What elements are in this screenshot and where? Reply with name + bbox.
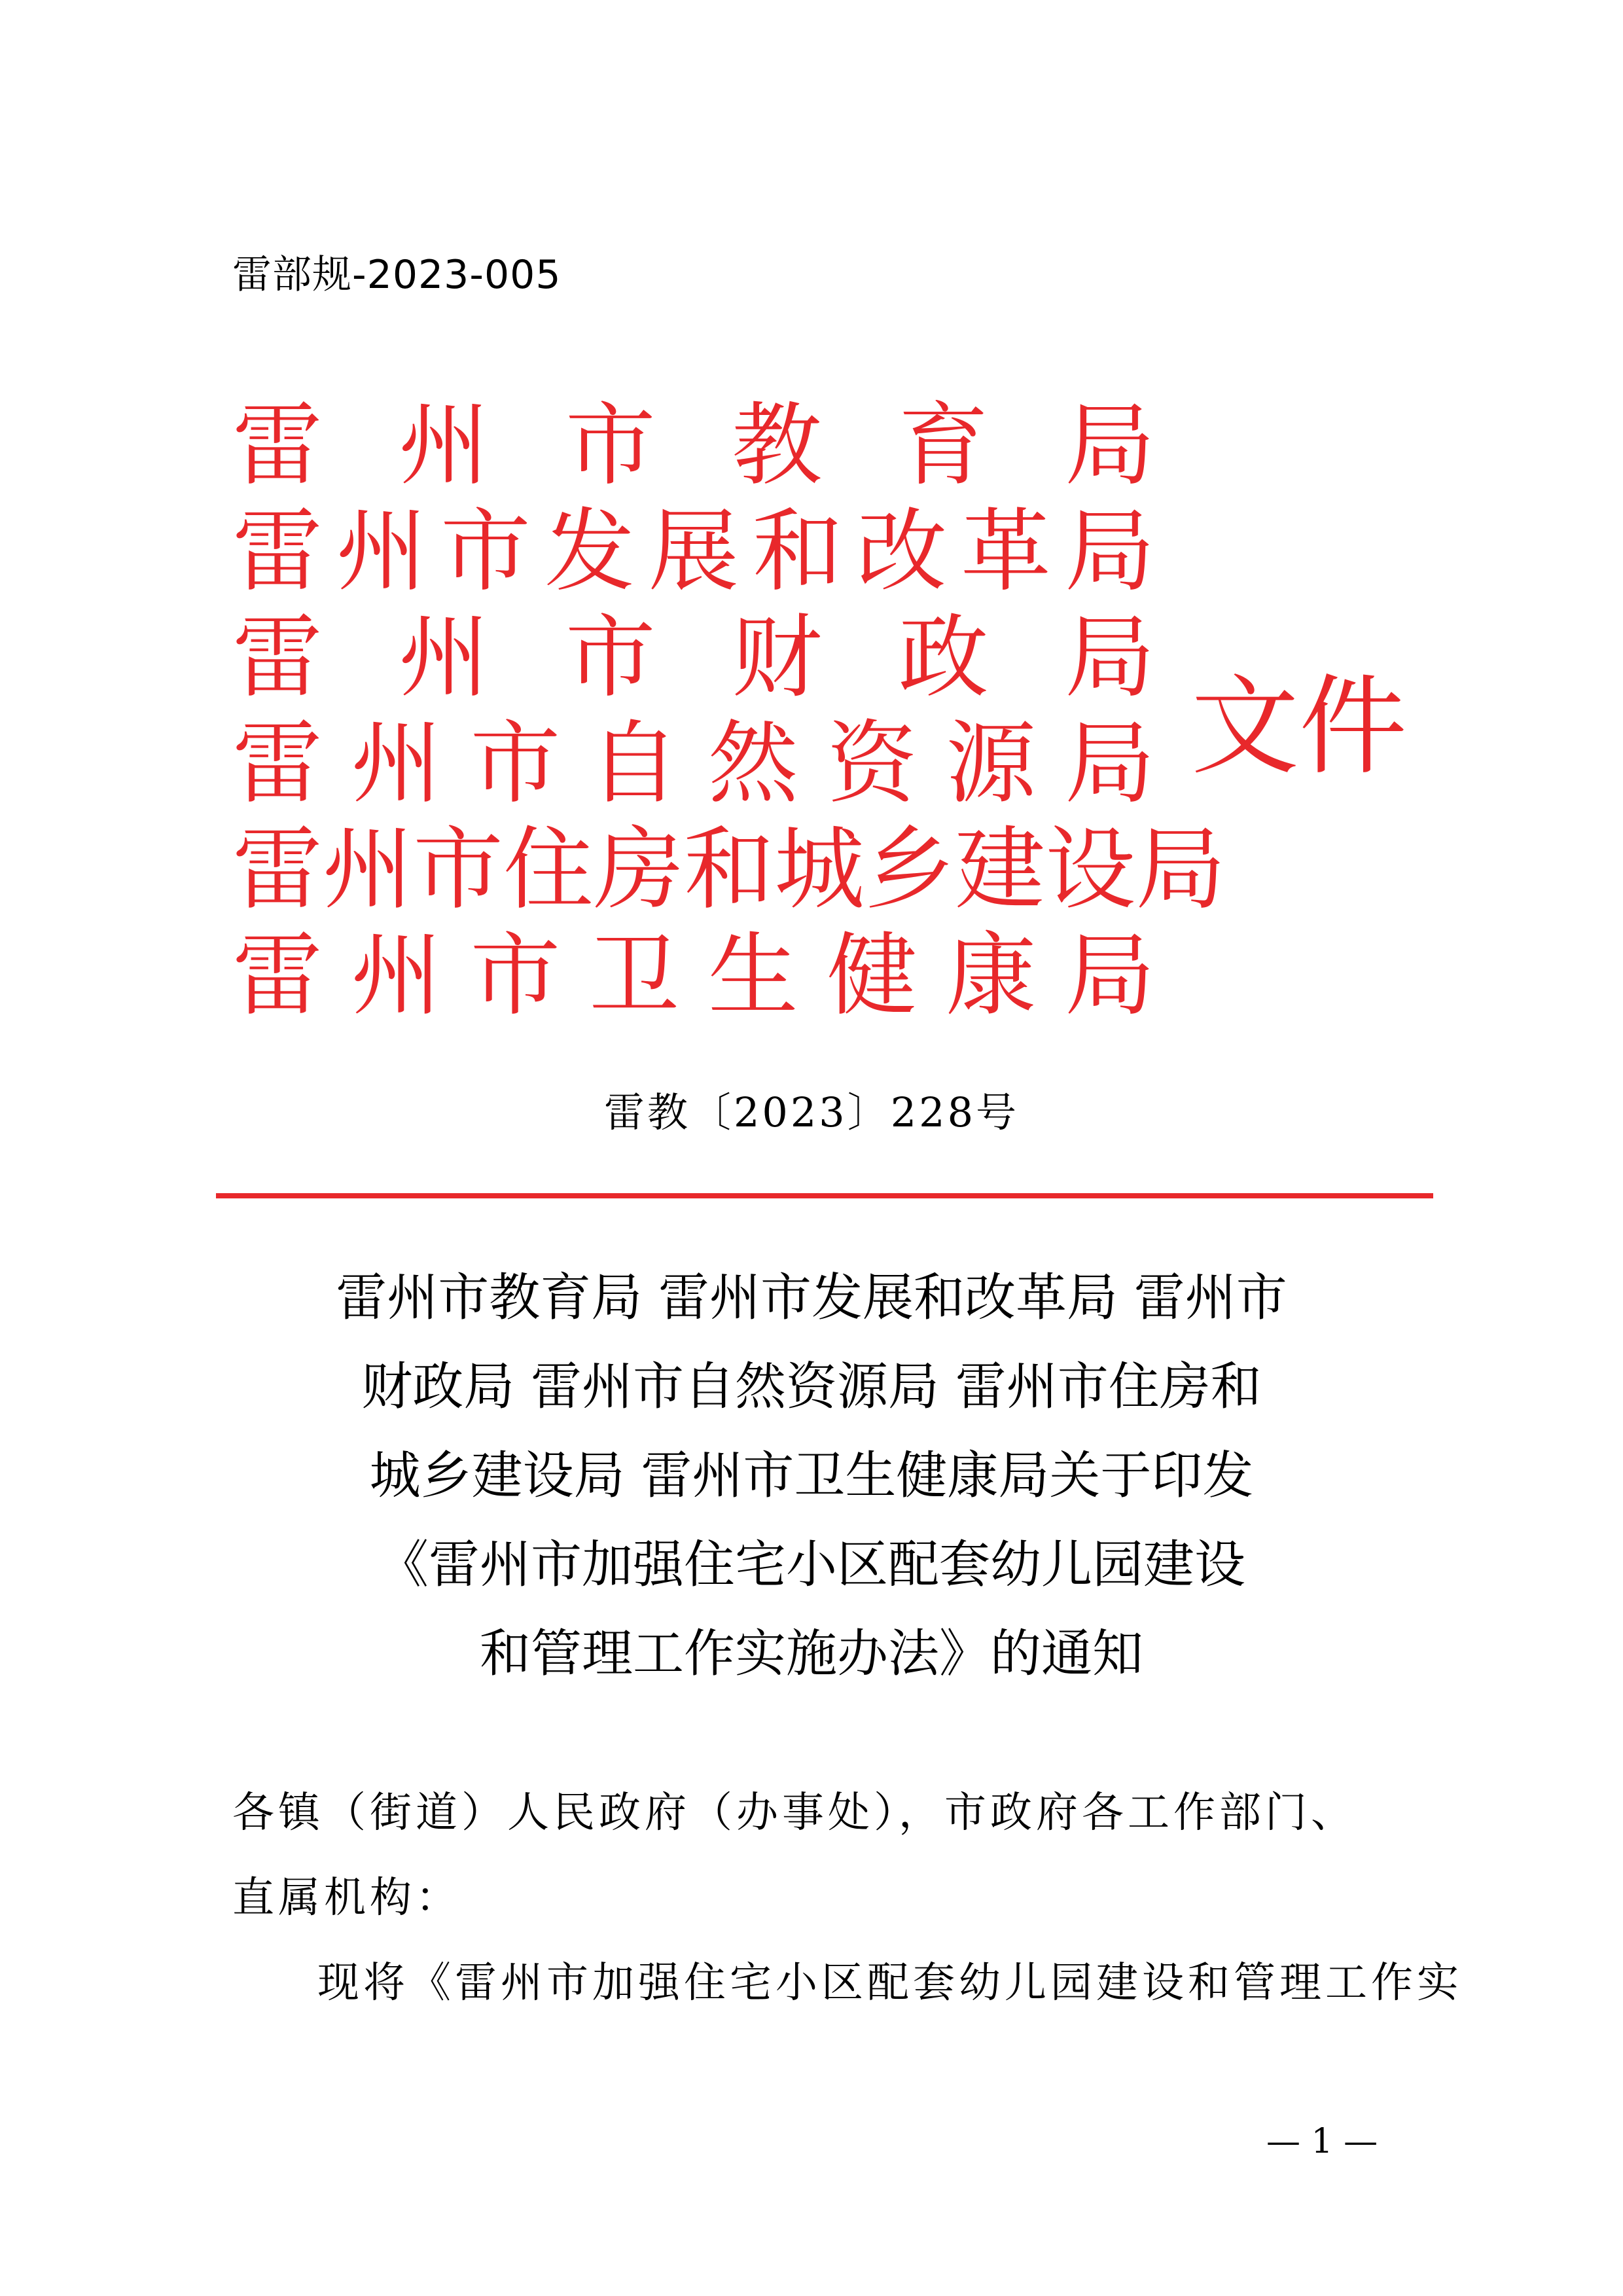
title-line: 财政局 雷州市自然资源局 雷州市住房和 xyxy=(361,1357,1262,1416)
issuer-char: 革 xyxy=(960,499,1051,604)
issuer-char: 自 xyxy=(589,711,680,816)
issuer-char: 局 xyxy=(1064,923,1155,1028)
addressee: 各镇（街道）人民政府（办事处），市政府各工作部门、直属机构： xyxy=(232,1789,1357,1922)
issuer-char: 和 xyxy=(752,499,843,604)
issuer-char: 财 xyxy=(732,605,823,710)
issuer-row-natural-resources xyxy=(232,711,1155,817)
issuer-char: 乡 xyxy=(865,817,955,922)
issuer-char: 城 xyxy=(774,817,865,922)
issuer-char: 然 xyxy=(707,711,798,816)
issuer-char: 雷 xyxy=(232,711,323,816)
issuer-row-development-reform xyxy=(232,499,1155,605)
title-line: 和管理工作实施办法》的通知 xyxy=(479,1624,1143,1683)
issuer-char: 住 xyxy=(503,817,594,922)
issuer-char: 发 xyxy=(544,499,635,604)
document-number: 雷教〔2023〕228号 xyxy=(603,1088,1020,1136)
issuer-char: 生 xyxy=(707,923,798,1028)
issuer-char: 局 xyxy=(1064,393,1155,498)
issuer-row-health xyxy=(232,923,1155,1029)
red-separator-line xyxy=(216,1193,1433,1198)
issuer-char: 设 xyxy=(1045,817,1136,922)
issuer-char: 健 xyxy=(827,923,918,1028)
issuer-char: 州 xyxy=(399,393,490,498)
issuer-char: 市 xyxy=(565,605,656,710)
page-number: — 1 — xyxy=(1266,2122,1378,2161)
issuer-row-education xyxy=(232,393,1155,499)
issuer-char: 雷 xyxy=(232,817,323,922)
issuer-char: 雷 xyxy=(232,499,323,604)
file-label: 文件 xyxy=(1191,664,1407,789)
issuer-char: 市 xyxy=(470,923,561,1028)
issuer-char: 教 xyxy=(732,393,823,498)
issuer-char: 局 xyxy=(1064,499,1155,604)
issuer-char: 局 xyxy=(1135,817,1226,922)
issuer-char: 展 xyxy=(648,499,739,604)
issuing-authorities xyxy=(232,393,1226,1029)
issuer-char: 州 xyxy=(399,605,490,710)
issuer-char: 市 xyxy=(470,711,561,816)
issuer-char: 康 xyxy=(946,923,1037,1028)
issuer-char: 雷 xyxy=(232,923,323,1028)
issuer-char: 卫 xyxy=(589,923,680,1028)
issuer-char: 州 xyxy=(351,711,442,816)
issuer-char: 政 xyxy=(898,605,989,710)
title-line: 城乡建设局 雷州市卫生健康局关于印发 xyxy=(369,1446,1254,1505)
issuer-char: 源 xyxy=(946,711,1037,816)
title-line: 雷州市教育局 雷州市发展和改革局 雷州市 xyxy=(336,1268,1287,1327)
issuer-char: 和 xyxy=(684,817,775,922)
body-paragraph: 现将《雷州市加强住宅小区配套幼儿园建设和管理工作实 xyxy=(317,1959,1463,2007)
issuer-char: 局 xyxy=(1064,711,1155,816)
issuer-row-finance xyxy=(232,605,1155,711)
document-title xyxy=(0,1253,1623,1698)
issuer-row-housing-construction xyxy=(232,817,1226,923)
issuer-char: 雷 xyxy=(232,393,323,498)
issuer-char: 州 xyxy=(351,923,442,1028)
issuer-char: 市 xyxy=(565,393,656,498)
issuer-char: 局 xyxy=(1064,605,1155,710)
issuer-char: 市 xyxy=(440,499,531,604)
issuer-char: 州 xyxy=(323,817,414,922)
issuer-char: 雷 xyxy=(232,605,323,710)
issuer-char: 房 xyxy=(594,817,685,922)
regulation-code: 雷部规-2023-005 xyxy=(232,252,562,298)
issuer-char: 育 xyxy=(898,393,989,498)
issuer-char: 资 xyxy=(827,711,918,816)
issuer-char: 建 xyxy=(955,817,1046,922)
issuer-char: 州 xyxy=(336,499,427,604)
title-line: 《雷州市加强住宅小区配套幼儿园建设 xyxy=(377,1535,1245,1594)
issuer-char: 改 xyxy=(856,499,947,604)
issuer-char: 市 xyxy=(413,817,504,922)
